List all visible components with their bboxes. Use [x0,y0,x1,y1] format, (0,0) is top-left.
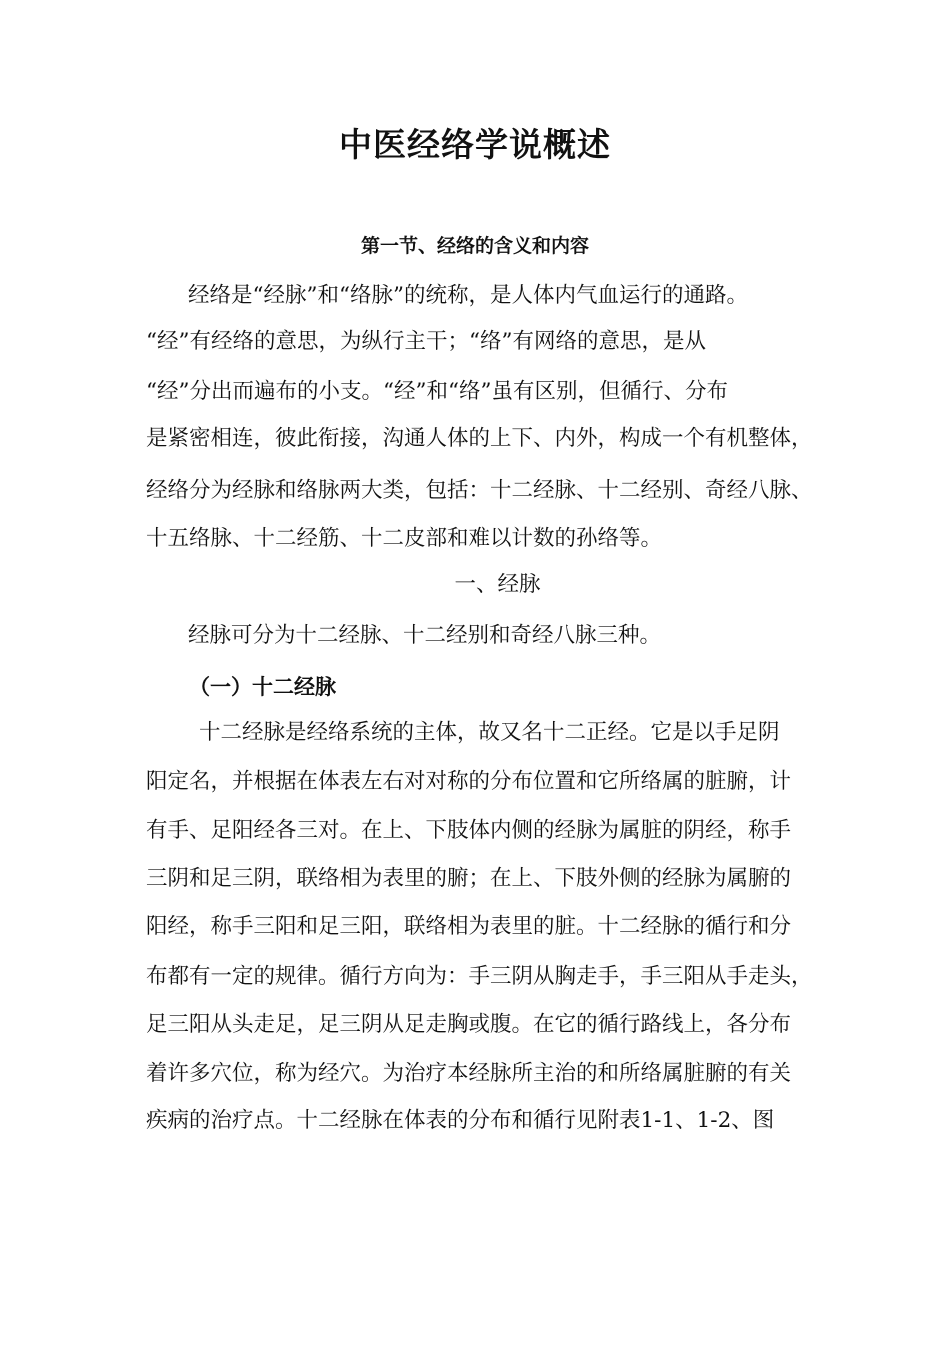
paragraph-3-line: 三阴和足三阴，联络相为表里的腑；在上、下肢外侧的经脉为属腑的 [146,866,792,891]
paragraph-1-line: “经”分出而遍布的小支。“经”和“络”虽有区别，但循行、分布 [146,379,728,404]
paragraph-1-line: 经络是“经脉”和“络脉”的统称，是人体内气血运行的通路。 [188,283,748,308]
subheading-twelve-meridians: （一）十二经脉 [189,675,336,699]
paragraph-1-line: “经”有经络的意思，为纵行主干；“络”有网络的意思，是从 [146,329,706,354]
paragraph-3-line: 着许多穴位，称为经穴。为治疗本经脉所主治的和所络属脏腑的有关 [146,1061,792,1086]
paragraph-3-line: 疾病的治疗点。十二经脉在体表的分布和循行见附表1-1、1-2、图 [146,1108,775,1133]
paragraph-1-line: 是紧密相连，彼此衔接，沟通人体的上下、内外，构成一个有机整体， [146,426,813,451]
paragraph-3-line: 布都有一定的规律。循行方向为：手三阴从胸走手，手三阳从手走头， [146,964,813,989]
paragraph-3-line: 足三阳从头走足，足三阴从足走胸或腹。在它的循行路线上，各分布 [146,1012,792,1037]
section-heading: 第一节、经络的含义和内容 [360,235,589,257]
paragraph-3-line: 阳经，称手三阳和足三阳，联络相为表里的脏。十二经脉的循行和分 [146,914,792,939]
paragraph-3-line: 十二经脉是经络系统的主体，故又名十二正经。它是以手足阴 [199,720,780,745]
subheading-meridians: 一、经脉 [454,572,541,597]
paragraph-3-line: 有手、足阳经各三对。在上、下肢体内侧的经脉为属脏的阴经，称手 [146,818,792,843]
paragraph-1-line: 十五络脉、十二经筋、十二皮部和难以计数的孙络等。 [146,526,663,551]
paragraph-2: 经脉可分为十二经脉、十二经别和奇经八脉三种。 [188,623,662,648]
paragraph-1-line: 经络分为经脉和络脉两大类，包括：十二经脉、十二经别、奇经八脉、 [146,478,813,503]
paragraph-3-line: 阳定名，并根据在体表左右对对称的分布位置和它所络属的脏腑，计 [146,769,792,794]
document-title: 中医经络学说概述 [339,125,611,164]
